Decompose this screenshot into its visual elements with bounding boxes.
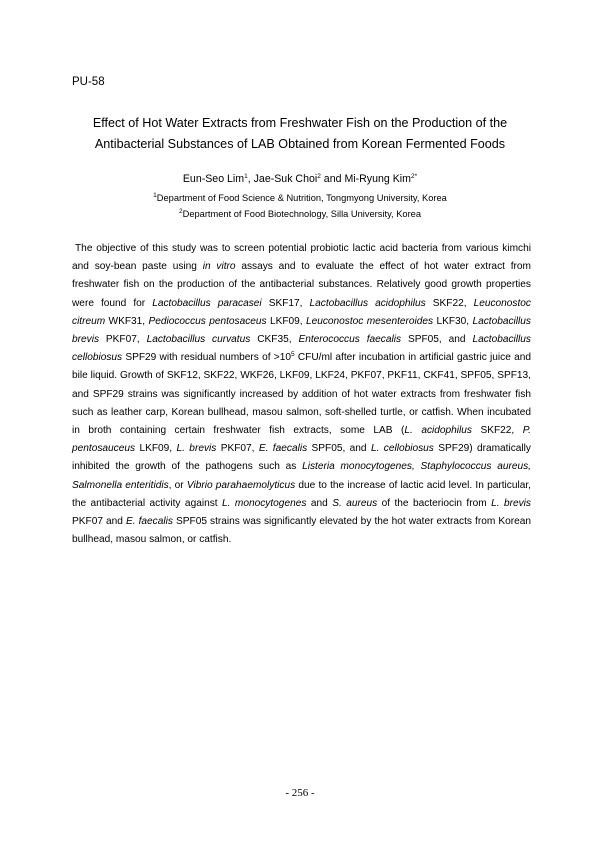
abstract-line: freshwater fish on the production of the antibacterial substances. Relatively good growth properties — [72, 279, 531, 291]
abstract-line: such as leather carp, Korean bullhead, masou salmon, soft-shelled turtle, or catfish. When incubated — [72, 406, 531, 418]
abstract-line: brevis PKF07, Lactobacillus curvatus CKF35, Enterococcus faecalis SPF05, and Lactobacillus — [72, 334, 531, 346]
affiliation-marker: 2 — [178, 208, 183, 215]
abstract-line: and soy-bean paste using in vitro assays and to evaluate the effect of hot water extract from — [72, 261, 531, 273]
abstract-code: PU-58 — [72, 76, 105, 88]
author-conjunction: and — [323, 173, 342, 185]
page-number: - 256 - — [285, 787, 315, 799]
author-list: Eun-Seo Lim$^1$, Jae-Suk Choi$^2$ and Mi-Ryung Kim$^{2*}$ — [182, 173, 418, 185]
affiliation-marker: 1 — [153, 192, 157, 199]
abstract-line: the antibacterial activity against L. monocytogenes and S. aureus of the bacteriocin from L. brevis — [72, 497, 531, 509]
abstract-line: bile liquid. Growth of SKF12, SKF22, WKF26, LKF09, LKF24, PKF07, PKF11, CKF41, SPF05, SPF13, — [72, 370, 531, 382]
abstract-line: bullhead, masou salmon, or catfish. — [72, 534, 232, 546]
author-affiliation-marker: 2* — [410, 173, 418, 180]
abstract-line: pentosauceus LKF09, L. brevis PKF07, E. faecalis SPF05, and L. cellobiosus SPF29) dramatically — [72, 443, 531, 455]
abstract-line: Salmonella enteritidis, or Vibrio parahaemolyticus due to the increase of lactic acid level. In particular, — [72, 479, 531, 491]
affiliation — [60, 208, 540, 220]
abstract-line: PKF07 and E. faecalis SPF05 strains was significantly elevated by the hot water extracts from Korean — [72, 516, 531, 528]
abstract-body — [72, 240, 531, 549]
affiliation-text: Department of Food Biotechnology, Silla University, Korea — [182, 209, 422, 219]
affiliation-text: Department of Food Science & Nutrition, Tongmyong University, Korea — [156, 193, 447, 203]
title-line-1: Effect of Hot Water Extracts from Freshwater Fish on the Production of the — [92, 116, 508, 130]
abstract-line: in broth containing certain freshwater fish extracts, some LAB (L. acidophilus SKF22, P. — [72, 425, 531, 437]
abstract-line: The objective of this study was to screen potential probiotic lactic acid bacteria from various kimchi — [75, 243, 531, 254]
title-line-2: Antibacterial Substances of LAB Obtained from Korean Fermented Foods — [94, 137, 506, 151]
abstract-line: inhibited the growth of the pathogens such as Listeria monocytogenes, Staphylococcus aureus, — [72, 461, 531, 473]
abstract-line: cellobiosus SPF29 with residual numbers of $>10^5$ CFU/ml after incubation in artificial gastric juice and — [72, 351, 531, 364]
abstract-line: and SPF29 strains was significantly increased by addition of hot water extracts from freshwater fish — [72, 388, 531, 400]
abstract-line: citreum WKF31, Pediococcus pentosaceus LKF09, Leuconostoc mesenteroides LKF30, Lactobacillus — [72, 315, 531, 327]
paper-title — [60, 113, 540, 155]
author-name: Eun-Seo Lim — [182, 173, 245, 185]
author-name: Jae-Suk Choi — [253, 173, 318, 185]
author-affiliation-marker: 2 — [317, 173, 321, 180]
author-name: Mi-Ryung Kim — [344, 173, 411, 185]
affiliation — [60, 192, 540, 204]
author-affiliation-marker: 1 — [244, 173, 248, 180]
abstract-line: were found for Lactobacillus paracasei SKF17, Lactobacillus acidophilus SKF22, Leuconostoc — [72, 297, 531, 309]
